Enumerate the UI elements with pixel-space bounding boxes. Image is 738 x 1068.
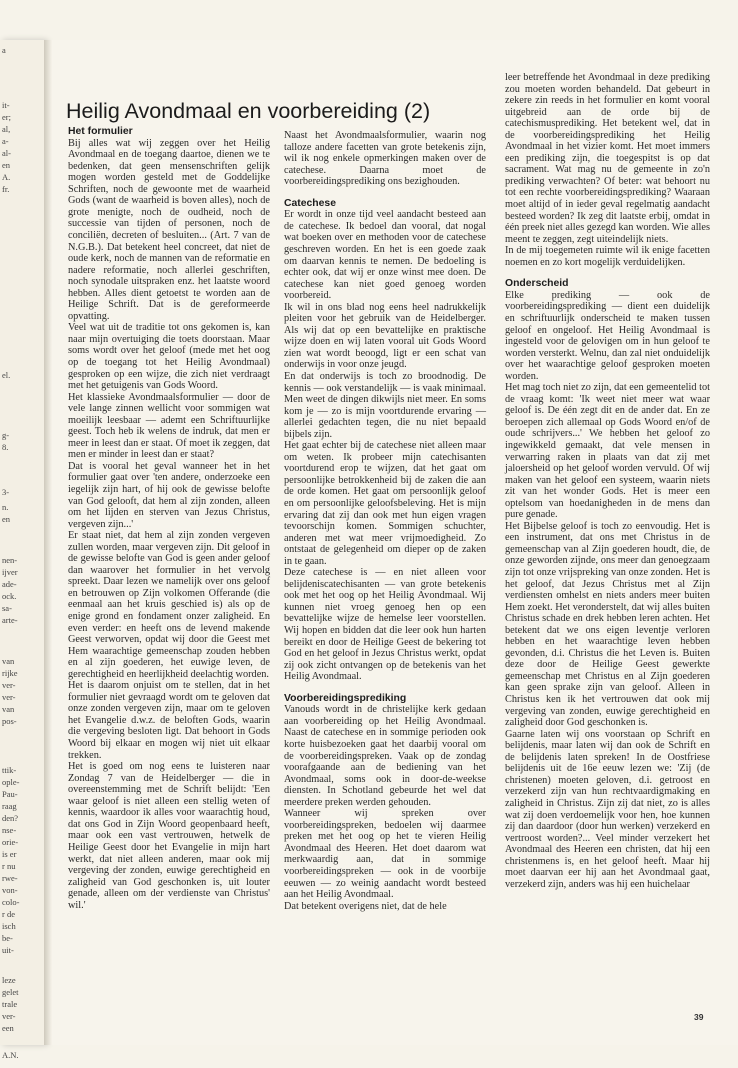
previous-page-fragment: al- [2, 148, 11, 158]
section-heading-formulier: Het formulier [68, 126, 133, 137]
paragraph: Deze catechese is — en niet alleen voor belijdeniscatechisanten — van grote betekenis ook met het oog op het Heilig Avondmaal. Wij kunnen niet vroeg genoeg hen op een bevattelijke wijze de hemelse leer voorstellen. Wij hopen en bidden dat die leer ook hun harten bereikt en door de Heilige Geest de bekering tot God en het geloof in Jezus Christus werkt, opdat zij ook zicht ontvangen op de betekenis van het Heilig Avondmaal. [284, 567, 486, 683]
paragraph: In de mij toegemeten ruimte wil ik enige facetten noemen en zo kort mogelijk verduidelijken. [505, 245, 710, 268]
previous-page-fragment: gelet [2, 987, 19, 997]
previous-page-fragment: een [2, 1023, 14, 1033]
previous-page-fragment: is er [2, 849, 17, 859]
previous-page-fragment: orie- [2, 837, 19, 847]
previous-page-fragment: n. [2, 502, 9, 512]
previous-page-fragment: van [2, 656, 15, 666]
previous-page-fragment: rwe- [2, 873, 18, 883]
previous-page-fragment: raag [2, 801, 17, 811]
text-column-1 [68, 126, 270, 911]
previous-page-fragment: leze [2, 975, 16, 985]
previous-page-fragment: den? [2, 813, 19, 823]
section-heading-voorbereidingsprediking: Voorbereidingsprediking [284, 692, 407, 704]
previous-page-fragment: 8. [2, 442, 9, 452]
paragraph: Het is daarom onjuist om te stellen, dat in het formulier niet gevraagd wordt om te geloven dat onze zonden vergeven zijn, maar om te geloven het Evangelie d.w.z. de beloften Gods, waarin die vergeving besloten ligt. Dat behoort in Gods Woord bij elkaar en mogen wij niet uit elkaar trekken. [68, 680, 270, 761]
paragraph: Dat is vooral het geval wanneer het in het formulier gaat over 'ten andere, onderzoeke een iegelijk zijn hart, of hij ook de gewisse belofte van God gelooft, dat hem al zijn zonden, alleen om het lijden en sterven van Jezus Christus, vergeven zijn...' [68, 460, 270, 530]
paragraph: Dat betekent overigens niet, dat de hele [284, 900, 447, 912]
previous-page-fragment: rijke [2, 668, 18, 678]
previous-page-fragment: sa- [2, 603, 12, 613]
previous-page-fragment: 3- [2, 487, 10, 497]
paragraph: Elke prediking — ook de voorbereidingsprediking — dient een duidelijk en schriftuurlijk onderscheid te maken tussen geloof en ongeloof. Het Heilig Avondmaal is ingesteld voor de gelovigen om in hun geloof te worden versterkt. Welnu, dan zal niet onduidelijk over het waarachtige geloof gesproken moeten worden. [505, 289, 710, 382]
previous-page-fragment: colo- [2, 897, 20, 907]
book-gutter [44, 40, 52, 1045]
paragraph: Wanneer wij spreken over voorbereidingspreken, bedoelen wij daarmee preken met het oog op het te vieren Heilig Avondmaal des Heeren. Het doet daarom wat merkwaardig aan, dat in sommige voorbereidingspreken — ook in de voorbije eeuwen — zo weinig aandacht wordt besteed aan het Heilig Avondmaal. [284, 808, 486, 901]
previous-page-fragment: r de [2, 909, 15, 919]
previous-page-fragment: uit- [2, 945, 14, 955]
paragraph: leer betreffende het Avondmaal in deze prediking zou moeten worden behandeld. Dat gebeurt in zekere zin reeds in het formulier en komt vooral uitgebreid aan de orde bij de catechismusprediking. Het betekent wel, dat in de voorbereidingsprediking het Heilig Avondmaal in het vizier komt. Het moet immers een prediking zijn, die toegespitst is op dat sacrament. Wat mag nu de gemeente in zo'n prediking verwachten? Of beter: wat behoort nu tot een rechte voorbereidingsprediking? Waaraan moet altijd of in ieder geval regelmatig aandacht besteed worden? Ik zeg dit laatste erbij, omdat in één preek niet alles gezegd kan worden. Wie alles meent te zeggen, zegt uiteindelijk niets. [505, 72, 710, 245]
previous-page-fragment: al, [2, 124, 11, 134]
previous-page-fragment: trale [2, 999, 18, 1009]
previous-page-fragment: nse- [2, 825, 17, 835]
paragraph: Ik wil in ons blad nog eens heel nadrukkelijk pleiten voor het gebruik van de Heidelberger. Als wij dat op een bevattelijke en praktische wijze doen en wij laten vooral uit Gods Woord zien wat wordt beoogd, ligt er een schat van onderwijs in voor onze jeugd. [284, 301, 486, 371]
previous-page-fragment: en [2, 514, 11, 524]
page-number: 39 [694, 1012, 704, 1022]
paragraph: Bij alles wat wij zeggen over het Heilig Avondmaal en de toegang daartoe, dienen we te bedenken, dat geen mensenschriften gelijk mogen worden gesteld met de Goddelijke Schriften, noch de gewoonte met de waarheid Gods (want de waarheid is boven alles), noch de grote menigte, noch de oudheid, noch de successie van tijden of personen, noch de conciliën, decreten of besluiten... (Art. 7 van de N.G.B.). Dat betekent heel concreet, dat niet de oude kerk, noch de mannen van de reformatie en nadere reformatie, noch allerlei geschriften, noch synodale uitspraken enz. het laatste woord hebben. Alles dient getoetst te worden aan de Heilige Schrift. Dat is de gereformeerde opvatting. [68, 137, 270, 322]
previous-page-fragment: g- [2, 430, 10, 440]
paragraph: Er staat niet, dat hem al zijn zonden vergeven zullen worden, maar vergeven zijn. Dit geloof in de gewisse belofte van God is geen ander geloof dan waarover het formulier in het vervolg spreekt. Daar lezen we namelijk over ons geloof en betrouwen op Zijn volkomen Offerande (die eenmaal aan het kruis geschied is) als op de enige grond en fondament onzer zaligheid. En even verder: en heeft ons de levend makende Geest verworven, opdat wij door die Geest met Hem waarachtige gemeenschap zouden hebben en al zijn goederen, het euwige leven, de gerechtigheid en heerlijkheid deelachtig worden. [68, 530, 270, 680]
previous-page-fragment: be- [2, 933, 13, 943]
previous-page-fragment: it- [2, 100, 10, 110]
previous-page-fragment: ock. [2, 591, 17, 601]
previous-page-fragment: en [2, 160, 11, 170]
text-column-3 [505, 72, 710, 890]
paragraph: Naast het Avondmaalsformulier, waarin nog talloze andere facetten van grote betekenis zijn, wil ik nog enkele opmerkingen maken over de catechese. Daarna moet de voorbereidingsprediking ons bezighouden. [284, 130, 486, 188]
paragraph: Het is goed om nog eens te luisteren naar Zondag 7 van de Heidelberger — die in overeenstemming met de Schrift belijdt: 'Een waar geloof is niet alleen een stellig weten of kennis, waardoor ik alles voor waarachtig houd, dat ons God in Zijn Woord geopenbaard heeft, maar ook een vast vertrouwen, hetwelk de Heilige Geest door het Evangelie in mijn hart werkt, dat niet alleen anderen, maar ook mij vergeving der zonden, euwige gerechtigheid en zaligheid van God geschonken is, uit louter genade, alleen om der verdienste van Christus' wil.' [68, 761, 270, 911]
previous-page-fragment: el. [2, 370, 11, 380]
previous-page-fragment: fr. [2, 184, 10, 194]
text-column-2 [284, 130, 486, 912]
paragraph: Er wordt in onze tijd veel aandacht besteed aan de catechese. Ik bedoel dan vooral, dat nogal wat boeken over en methoden voor de catechese geschreven worden. En het is een goede zaak om daarvan kennis te nemen. De bedoeling is echter ook, dat wij er onze winst mee doen. De catechese kan niet goed genoeg worden voorbereid. [284, 209, 486, 302]
previous-page-fragment: ver- [2, 1011, 16, 1021]
previous-page-fragment: van [2, 704, 15, 714]
previous-page-fragment: ijver [2, 567, 18, 577]
previous-page-fragment: ver- [2, 692, 16, 702]
previous-page-fragment: isch [2, 921, 16, 931]
paragraph: Het klassieke Avondmaalsformulier — door de vele lange zinnen wellicht voor sommigen wat moeilijk leesbaar — ademt een Schriftuurlijke geest. Toch heb ik welens de indruk, dat men er meer in leest dan er staat. Of moet ik zeggen, dat men er minder in leest dan er staat? [68, 391, 270, 461]
section-heading-onderscheid: Onderscheid [505, 278, 569, 290]
previous-page-fragment: A. [2, 172, 11, 182]
previous-page-fragment: a [2, 45, 6, 55]
previous-page-fragment: pos- [2, 716, 17, 726]
previous-page-fragment: er; [2, 112, 11, 122]
paragraph: Vanouds wordt in de christelijke kerk gedaan aan voorbereiding op het Heilig Avondmaal. Naast de catechese en in sommige perioden ook korte huisbezoeken gaat het daarbij vooral om de voorbereidingspreken. Vaak op de zondag voorafgaande aan de bediening van het Avondmaal, soms ook in door-de-weekse diensten. In Schotland gebeurde het wel dat meerdere preken werden gehouden. [284, 704, 486, 808]
previous-page-fragment: ade- [2, 579, 17, 589]
paragraph: Het Bijbelse geloof is toch zo eenvoudig. Het is een instrument, dat ons met Christus in de gemeenschap van al Zijn goederen houdt, die, de onze geworden zijnde, ons meer dan genoegzaam zijn tot onze vrijspreking van onze zonden. Het is het geloof, dat Jezus Christus met al Zijn verdiensten omhelst en niets anders meer buiten Hem zoekt. Het veronderstelt, dat wij alles buiten Christus schade en drek hebben leren achten. Het betekent dat we ons eigen leventje verloren hebben en het waarachtige leven hebben gevonden, d.i. Christus die het Leven is. Buiten deze door de Heilige Geest gewerkte gemeenschap met Christus en al Zijn goederen kan geen sprake zijn van geloof. Alleen in Christus ken ik het vertrouwen dat ook mij vergeving van zonden, euwige gerechtigheid en zaligheid door God geschonken is. [505, 520, 710, 729]
previous-page-fragment: nen- [2, 555, 18, 565]
previous-page-fragment: arte- [2, 615, 18, 625]
previous-page-fragment: ver- [2, 680, 16, 690]
article-title: Heilig Avondmaal en voorbereiding (2) [66, 99, 431, 123]
previous-page-fragment: von- [2, 885, 18, 895]
paragraph: Gaarne laten wij ons voorstaan op Schrift en belijdenis, maar laten wij dan ook de Schrift en de belijdenis laten spreken! In de Oostfriese belijdenis uit de 16e eeuw lezen we: 'Zij (de christenen) moeten geloven, d.i. getroost en verzekerd zijn van hun rechtvaardigmaking en zaligheid in Christus. Zijn zij dat niet, zo is alles wat zij doen verdoemelijk voor hen, hoe kunnen zij dan daardoor (door hun werken) verzekerd en vertroost worden?... Veel minder verzekert het Avondmaal des Heeren een christen, dat hij een christenmens is, en het geloof heeft. Maar hij moet daarvan eer hij aan het Avondmaal gaat, verzekerd zijn, anders was hij een huichelaar [505, 728, 710, 890]
paragraph: Veel wat uit de traditie tot ons gekomen is, kan naar mijn overtuiging die toets doorstaan. Maar soms wordt over het geloof (mede met het oog op de toegang tot het Heilig Avondmaal) gesproken op een wijze, die zich niet verdraagt met het getuigenis van Gods Woord. [68, 322, 270, 392]
previous-page-edge [0, 40, 45, 1060]
previous-page-fragment: A.N. [2, 1050, 19, 1060]
previous-page-fragment: Pau- [2, 789, 18, 799]
paragraph: En dat onderwijs is toch zo broodnodig. De kennis — ook verstandelijk — is vaak minimaal. Men weet de dingen dikwijls niet meer. En soms kom je — zo is mijn voortdurende ervaring — allerlei gedachten tegen, die nu niet bepaald bijbels zijn. [284, 370, 486, 440]
previous-page-fragment: ttik- [2, 765, 17, 775]
previous-page-fragment: r nu [2, 861, 16, 871]
section-heading-catechese: Catechese [284, 197, 336, 209]
paragraph: Het gaat echter bij de catechese niet alleen maar om weten. Ik probeer mijn catechisanten voortdurend erop te wijzen, dat het gaat om persoonlijke betrokkenheid bij de zaken die aan de orde komen. Het gaat om persoonlijk geloof en om persoonlijke geloofsbeleving. Het is mijn ervaring dat zij dan ook met hun eigen vragen tevoorschijn komen. Sommigen schuchter, anderen met wat meer vrijmoedigheid. Zo ontstaat de gelegenheid om dieper op de zaken in te gaan. [284, 440, 486, 567]
previous-page-fragment: a- [2, 136, 9, 146]
paragraph: Het mag toch niet zo zijn, dat een gemeentelid tot de vraag komt: 'Ik weet niet meer wat waar geloof is. De één zegt dit en de ander dat. En ze beroepen zich allemaal op Gods Woord en/of de oude schrijvers...' We hebben het geloof zo ingewikkeld gemaakt, dat vele mensen in verwarring raken in plaats van dat zij met jaloersheid op het geloof worden vervuld. Of wij maken van het geloof een systeem, waarin niets zit van het wonder Gods. Het is meer een optelsom van hoedanigheden in de mens dan pure genade. [505, 382, 710, 521]
previous-page-fragment: ople- [2, 777, 20, 787]
